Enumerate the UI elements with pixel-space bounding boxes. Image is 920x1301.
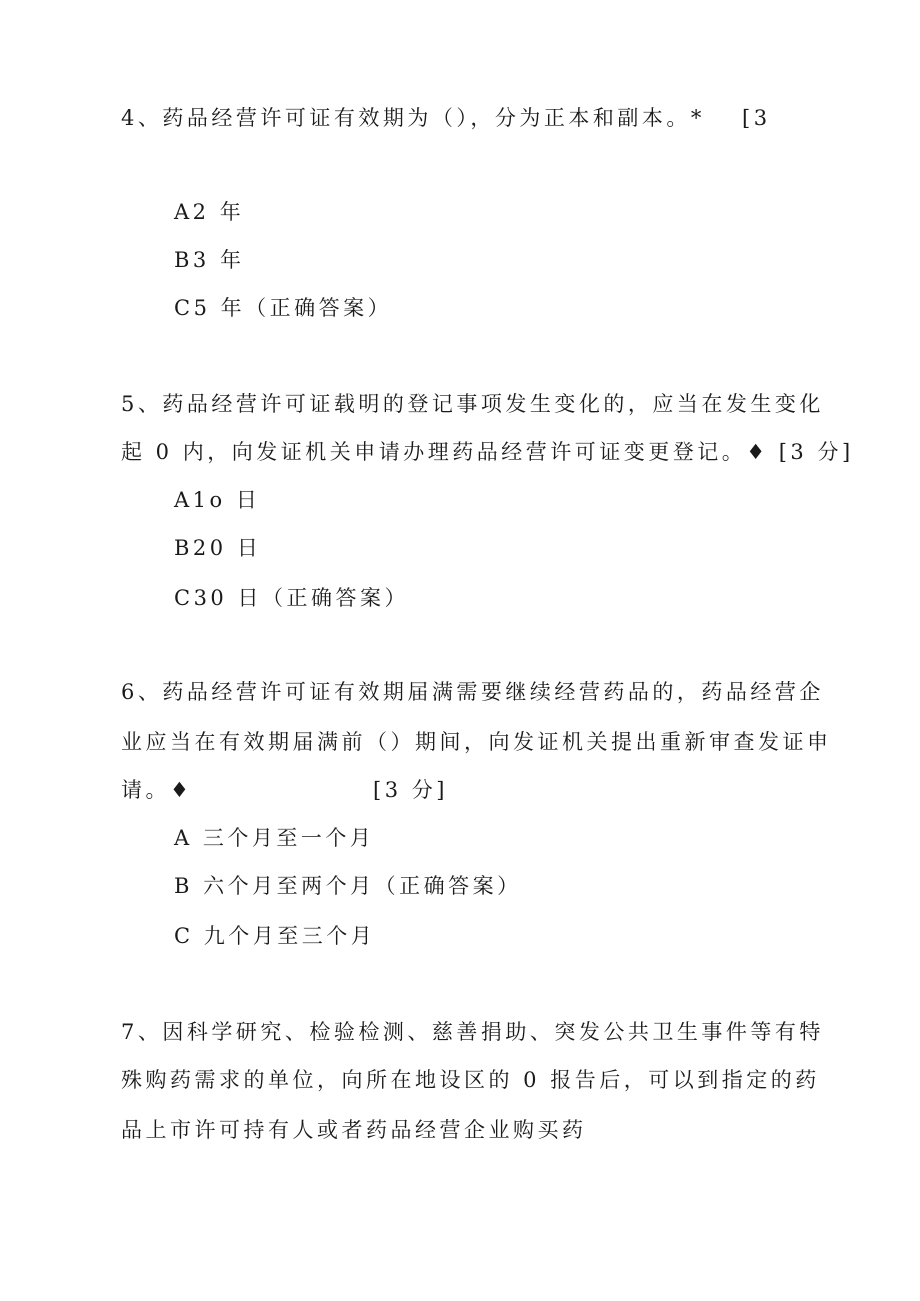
question-6-option-c: C 九个月至三个月 xyxy=(174,924,376,948)
question-6-text-line-1: 6、药品经营许可证有效期届满需要继续经营药品的，药品经营企 xyxy=(121,680,824,704)
question-5-option-b: B20 日 xyxy=(174,536,262,560)
question-6-option-a: A 三个月至一个月 xyxy=(174,826,375,850)
question-4-option-a: A2 年 xyxy=(174,200,245,224)
question-7-text-line-2: 殊购药需求的单位，向所在地设区的 0 报告后，可以到指定的药 xyxy=(121,1068,820,1092)
question-4-option-b: B3 年 xyxy=(174,248,245,272)
question-6-text-line-3: 请。♦ xyxy=(121,778,193,802)
question-5-text-line-1: 5、药品经营许可证载明的登记事项发生变化的，应当在发生变化 xyxy=(121,392,824,416)
question-7-text-line-3: 品上市许可持有人或者药品经营企业购买药 xyxy=(121,1118,587,1142)
question-6-option-b: B 六个月至两个月（正确答案） xyxy=(174,874,522,898)
question-4-score: [3 xyxy=(742,106,771,130)
question-4-text: 4、药品经营许可证有效期为（），分为正本和副本。* xyxy=(121,106,705,130)
question-5-text-line-2: 起 0 内，向发证机关申请办理药品经营许可证变更登记。♦ [3 分] xyxy=(121,440,854,464)
question-4-option-c: C5 年（正确答案） xyxy=(174,296,393,320)
question-5-option-c: C30 日（正确答案） xyxy=(174,586,409,610)
question-6-score: [3 分] xyxy=(373,778,448,802)
question-6-text-line-2: 业应当在有效期届满前（）期间，向发证机关提出重新审查发证申 xyxy=(121,730,832,754)
question-7-text-line-1: 7、因科学研究、检验检测、慈善捐助、突发公共卫生事件等有特 xyxy=(121,1020,824,1044)
question-5-option-a: A1o 日 xyxy=(174,488,261,512)
